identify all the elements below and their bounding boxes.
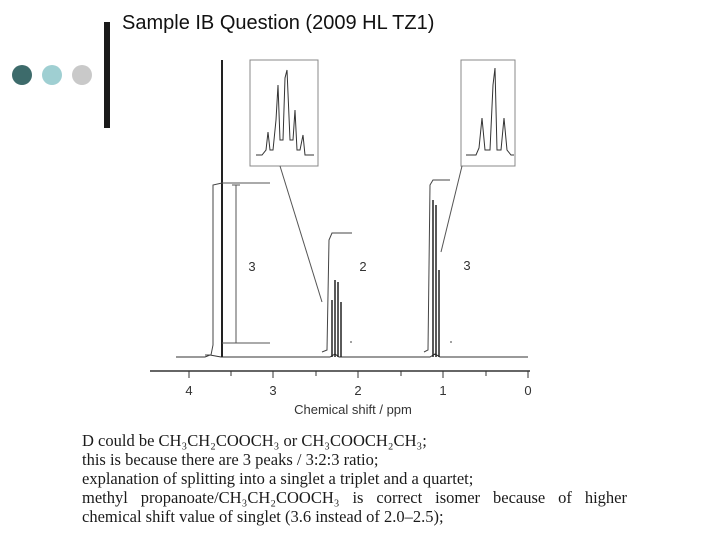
x-axis-ticks bbox=[189, 371, 528, 378]
integration-trace-quartet bbox=[322, 233, 350, 352]
answer-line-4-word: methyl bbox=[82, 488, 128, 507]
integration-label-quartet: 2 bbox=[359, 259, 367, 274]
integration-trace-singlet bbox=[205, 183, 222, 355]
inset-triplet-connector bbox=[441, 166, 462, 252]
x-axis-label: Chemical shift / ppm bbox=[294, 402, 412, 417]
tick-label-3: 3 bbox=[269, 383, 277, 398]
inset-quartet-connector bbox=[280, 166, 322, 302]
answer-line-2: this is because there are 3 peaks / 3:2:3 ratio; bbox=[82, 450, 379, 469]
answer-line-5: chemical shift value of singlet (3.6 instead of 2.0–2.5); bbox=[82, 507, 444, 526]
slide-title: Sample IB Question (2009 HL TZ1) bbox=[122, 12, 435, 34]
answer-line-4-word: propanoate/CH₃CH₂COOCH₃ bbox=[140, 488, 340, 507]
tick-label-2: 2 bbox=[354, 383, 362, 398]
answer-line-4-word: because bbox=[493, 488, 546, 507]
spectrum-baseline bbox=[176, 354, 528, 357]
quartet-peak bbox=[332, 280, 341, 357]
tick-label-0: 0 bbox=[524, 383, 532, 398]
integration-label-triplet: 3 bbox=[463, 258, 471, 273]
tick-label-1: 1 bbox=[439, 383, 447, 398]
answer-line-4 bbox=[82, 489, 627, 507]
triplet-peak bbox=[433, 200, 439, 357]
integration-trace-triplet bbox=[424, 180, 450, 352]
answer-line-3: explanation of splitting into a singlet a triplet and a quartet; bbox=[82, 469, 474, 488]
answer-line-4-word: of bbox=[558, 488, 572, 507]
tick-label-4: 4 bbox=[185, 383, 193, 398]
integration-label-singlet: 3 bbox=[248, 259, 256, 274]
answer-line-4-word: is bbox=[352, 488, 364, 507]
answer-line-4-word: correct bbox=[376, 488, 423, 507]
answer-line-4-word: isomer bbox=[435, 488, 481, 507]
answer-line-1: D could be CH₃CH₂COOCH₃ or CH₃COOCH₂CH₃; bbox=[82, 431, 427, 450]
answer-line-4-word: higher bbox=[584, 488, 627, 507]
